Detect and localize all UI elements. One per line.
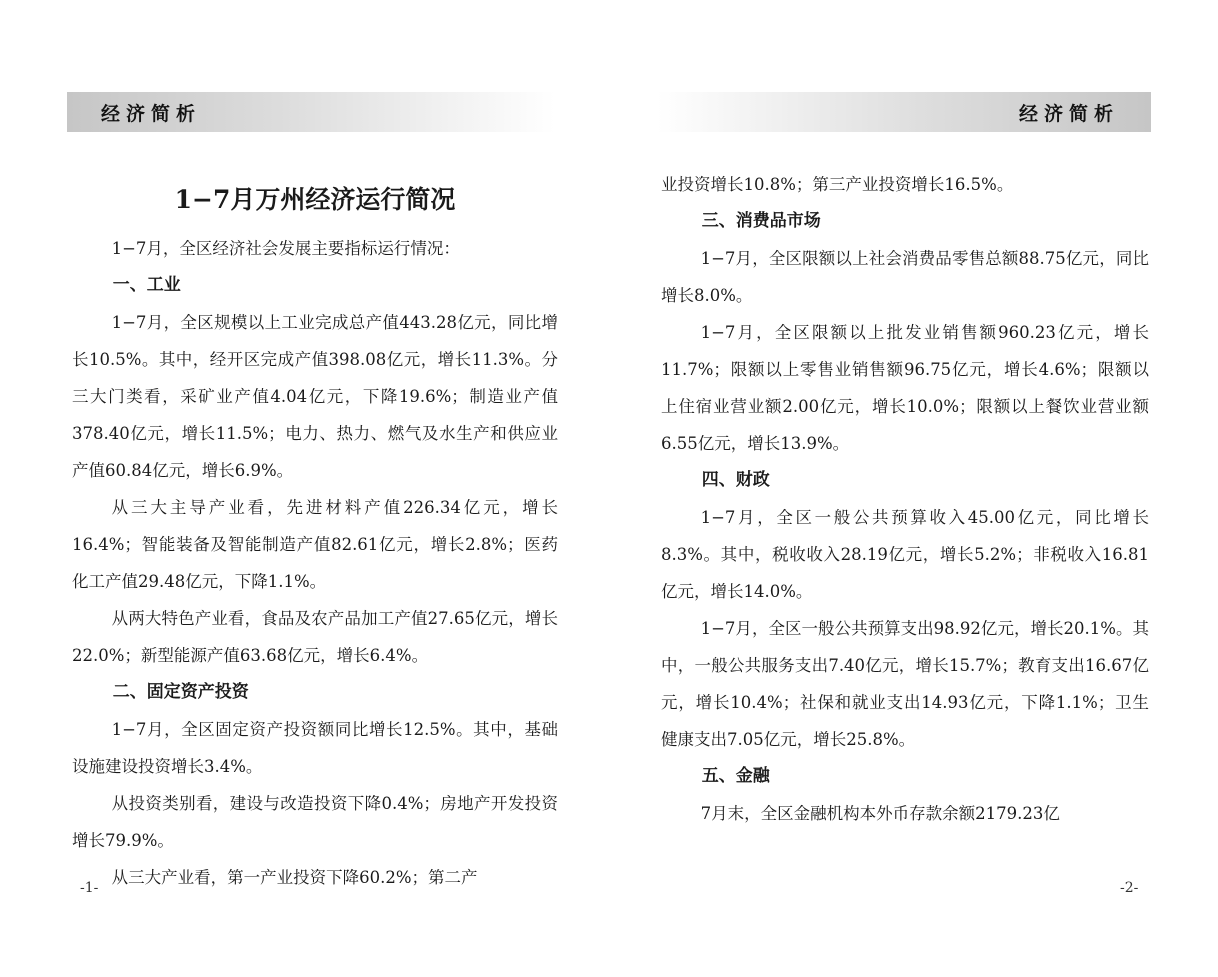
intro-paragraph: 1−7月，全区经济社会发展主要指标运行情况：	[111, 239, 460, 258]
left-header-bar: 经济简析	[67, 92, 555, 132]
section-heading-investment: 二、固定资产投资	[112, 682, 249, 702]
industry-paragraph-3: 从两大特色产业看，食品及农产品加工产值27.65亿元，增长22.0%；新型能源产值63.68亿元，增长6.4%。	[72, 609, 558, 665]
industry-paragraph-2: 从三大主导产业看，先进材料产值226.34亿元，增长16.4%；智能装备及智能制造产值82.61亿元，增长2.8%；医药化工产值29.48亿元，下降1.1%。	[72, 498, 558, 591]
banking-paragraph-1: 7月末，全区金融机构本外币存款余额2179.23亿	[700, 804, 1060, 823]
left-page-content	[72, 180, 558, 896]
investment-paragraph-3: 从三大产业看，第一产业投资下降60.2%；第二产	[111, 868, 478, 887]
consumer-paragraph-2: 1−7月，全区限额以上批发业销售额960.23亿元，增长11.7%；限额以上零售业销售额96.75亿元，增长4.6%；限额以上住宿业营业额2.00亿元，增长10.0%；限额以上餐饮业营业额6.55亿元，增长13.9%。	[661, 323, 1149, 453]
page-number-right: -2-	[1120, 880, 1139, 896]
finance-paragraph-1: 1−7月，全区一般公共预算收入45.00亿元，同比增长8.3%。其中，税收收入28.19亿元，增长5.2%；非税收入16.81亿元，增长14.0%。	[661, 508, 1149, 601]
section-heading-consumer: 三、消费品市场	[701, 211, 821, 231]
finance-paragraph-2: 1−7月，全区一般公共预算支出98.92亿元，增长20.1%。其中，一般公共服务支出7.40亿元，增长15.7%；教育支出16.67亿元，增长10.4%；社保和就业支出14.93亿元，下降1.1%；卫生健康支出7.05亿元，增长25.8%。	[661, 619, 1149, 749]
page-number-left: -1-	[80, 880, 99, 896]
consumer-paragraph-1: 1−7月，全区限额以上社会消费品零售总额88.75亿元，同比增长8.0%。	[661, 249, 1149, 305]
document-title: 1−7月万州经济运行简况	[174, 185, 456, 214]
right-page	[609, 0, 1218, 977]
section-heading-finance: 四、财政	[701, 470, 770, 490]
investment-paragraph-continued: 业投资增长10.8%；第三产业投资增长16.5%。	[661, 175, 1014, 194]
investment-paragraph-1: 1−7月，全区固定资产投资额同比增长12.5%。其中，基础设施建设投资增长3.4%。	[72, 720, 558, 776]
right-page-content	[661, 166, 1149, 832]
section-heading-banking: 五、金融	[701, 766, 770, 786]
investment-paragraph-2: 从投资类别看，建设与改造投资下降0.4%；房地产开发投资增长79.9%。	[72, 794, 558, 850]
industry-paragraph-1: 1−7月，全区规模以上工业完成总产值443.28亿元，同比增长10.5%。其中，经开区完成产值398.08亿元，增长11.3%。分三大门类看，采矿业产值4.04亿元，下降19.6%；制造业产值378.40亿元，增长11.5%；电力、热力、燃气及水生产和供应业产值60.84亿元，增长6.9%。	[72, 313, 558, 480]
right-header-bar: 经济简析	[657, 92, 1151, 132]
section-heading-industry: 一、工业	[112, 275, 181, 295]
